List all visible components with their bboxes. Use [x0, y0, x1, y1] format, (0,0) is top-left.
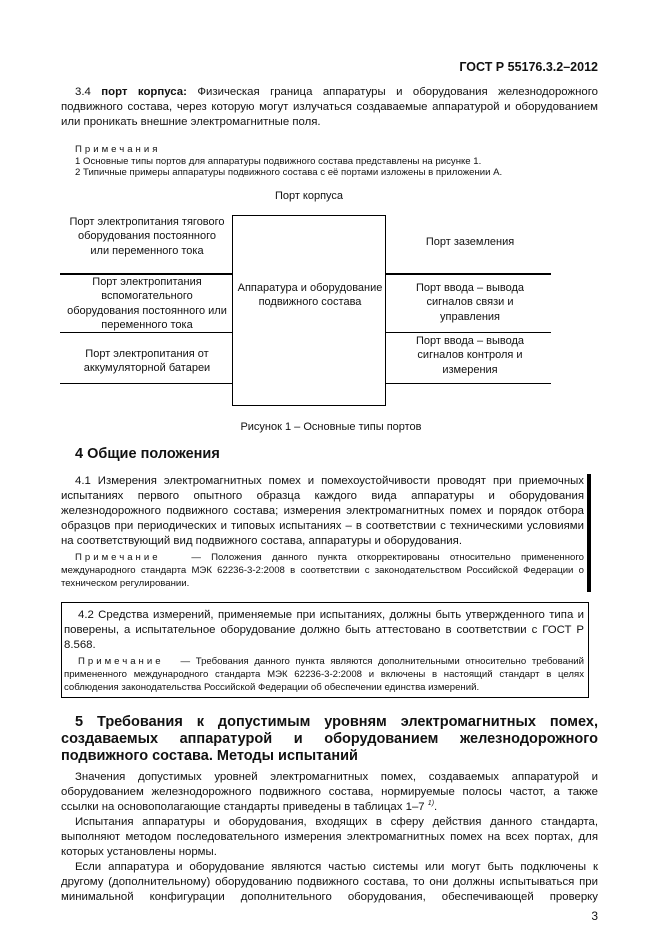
divider [386, 273, 551, 275]
term: порт корпуса: [101, 86, 187, 98]
section-5-heading: 5 Требования к допустимым уровням электромагнитных помех, создаваемых аппаратурой и оборудованием железнодорожного подвижного состава. Методы испытаний [61, 713, 598, 764]
clause-4-2-frame [61, 602, 589, 698]
label-enclosure-port: Порт корпуса [274, 189, 344, 202]
section-5-para-1 [61, 770, 598, 815]
clause-3-4 [61, 85, 598, 130]
note-text: — Положения данного пункта откорректированы относительно примененного международного стандарта МЭК 62236-3-2:2008 в соответствии с законодательством Российской Федерации о техническом регулировании. [61, 551, 584, 589]
label-auxiliary-power-port: Порт электропитания вспомогательного оборудования постоянного или переменного тока [67, 275, 227, 331]
note-item: 1 Основные типы портов для аппаратуры подвижного состава представлены на рисунке 1. [75, 155, 482, 167]
clause-number: 3.4 [75, 86, 91, 98]
para-end: . [434, 800, 438, 813]
divider [386, 332, 551, 333]
clause-4-1-block [61, 474, 591, 592]
section-5-para-2: Испытания аппаратуры и оборудования, входящих в сферу действия данного стандарта, выполняют методом последовательного измерения электромагнитных помех на всех портах, для которых установлены нормы. [61, 815, 598, 858]
page-number: 3 [591, 908, 598, 923]
divider [60, 383, 233, 384]
label-communication-port: Порт ввода – вывода сигналов связи и управления [415, 281, 525, 323]
label-earth-port: Порт заземления [425, 235, 515, 248]
note-item: 2 Типичные примеры аппаратуры подвижного состава с её портами изложены в приложении А. [75, 167, 503, 178]
note-4-1 [61, 551, 584, 592]
label-traction-power-port: Порт электропитания тягового оборудования постоянного или переменного тока [69, 215, 225, 257]
notes-title: Примечания [75, 144, 161, 155]
section-4-heading: 4 Общие положения [75, 445, 220, 462]
equipment-label: Аппаратура и оборудование подвижного состава [237, 281, 383, 308]
figure-caption: Рисунок 1 – Основные типы портов [240, 420, 422, 433]
para-text: Значения допустимых уровней электромагнитных помех, создаваемых аппаратурой и оборудованием железнодорожного подвижного состава, нормируемые полосы частот, а также ссылки на основополагающие стандарты приведены в таблицах 1–7 [61, 770, 598, 813]
label-measurement-port: Порт ввода – вывода сигналов контроля и измерения [415, 334, 525, 376]
footnote-ref[interactable]: 1) [427, 799, 435, 807]
note-text: — Требования данного пункта являются дополнительными относительно требований примененного международного стандарта МЭК 62236-3-2:2008 и включены в настоящий стандарт в целях соблюдения законодательства Российской Федерации об обеспечении единства измерений. [64, 655, 584, 693]
document-id: ГОСТ Р 55176.3.2–2012 [459, 60, 598, 74]
divider [386, 383, 551, 384]
clause-text: Физическая граница аппаратуры и оборудования железнодорожного подвижного состава, через которую могут излучаться создаваемые аппаратурой и оборудованием или проникать внешние электромагнитные поля. [61, 86, 598, 128]
section-5-para-3: Если аппаратура и оборудование являются частью системы или могут быть подключены к другому (дополнительному) оборудованию подвижного состава, то они должны испытываться при минимальной конфигурации дополнительного оборудования, обеспечивающей проверку [61, 860, 598, 903]
equipment-box [232, 215, 386, 406]
note-label: Примечание [75, 551, 161, 563]
clause-4-2: 4.2 Средства измерений, применяемые при испытаниях, должны быть утвержденного типа и поверены, а испытательное оборудование должно быть аттестовано в соответствии с ГОСТ Р 8.568. [64, 608, 584, 651]
note-4-2 [64, 655, 584, 694]
notes-block [61, 144, 598, 179]
note-label: Примечание [78, 655, 164, 667]
clause-4-1: 4.1 Измерения электромагнитных помех и помехоустойчивости проводят при приемочных испытаниях первого опытного образца каждого вида аппаратуры и оборудования железнодорожного подвижного состава; измерения электромагнитных помех и порядок отбора образцов при периодических и типовых испытаниях – в соответствии с техническими условиями на соответствующий вид подвижного состава, аппаратуры и оборудования. [61, 474, 584, 547]
ports-diagram [61, 185, 598, 443]
label-battery-power-port: Порт электропитания от аккумуляторной батареи [83, 347, 211, 374]
